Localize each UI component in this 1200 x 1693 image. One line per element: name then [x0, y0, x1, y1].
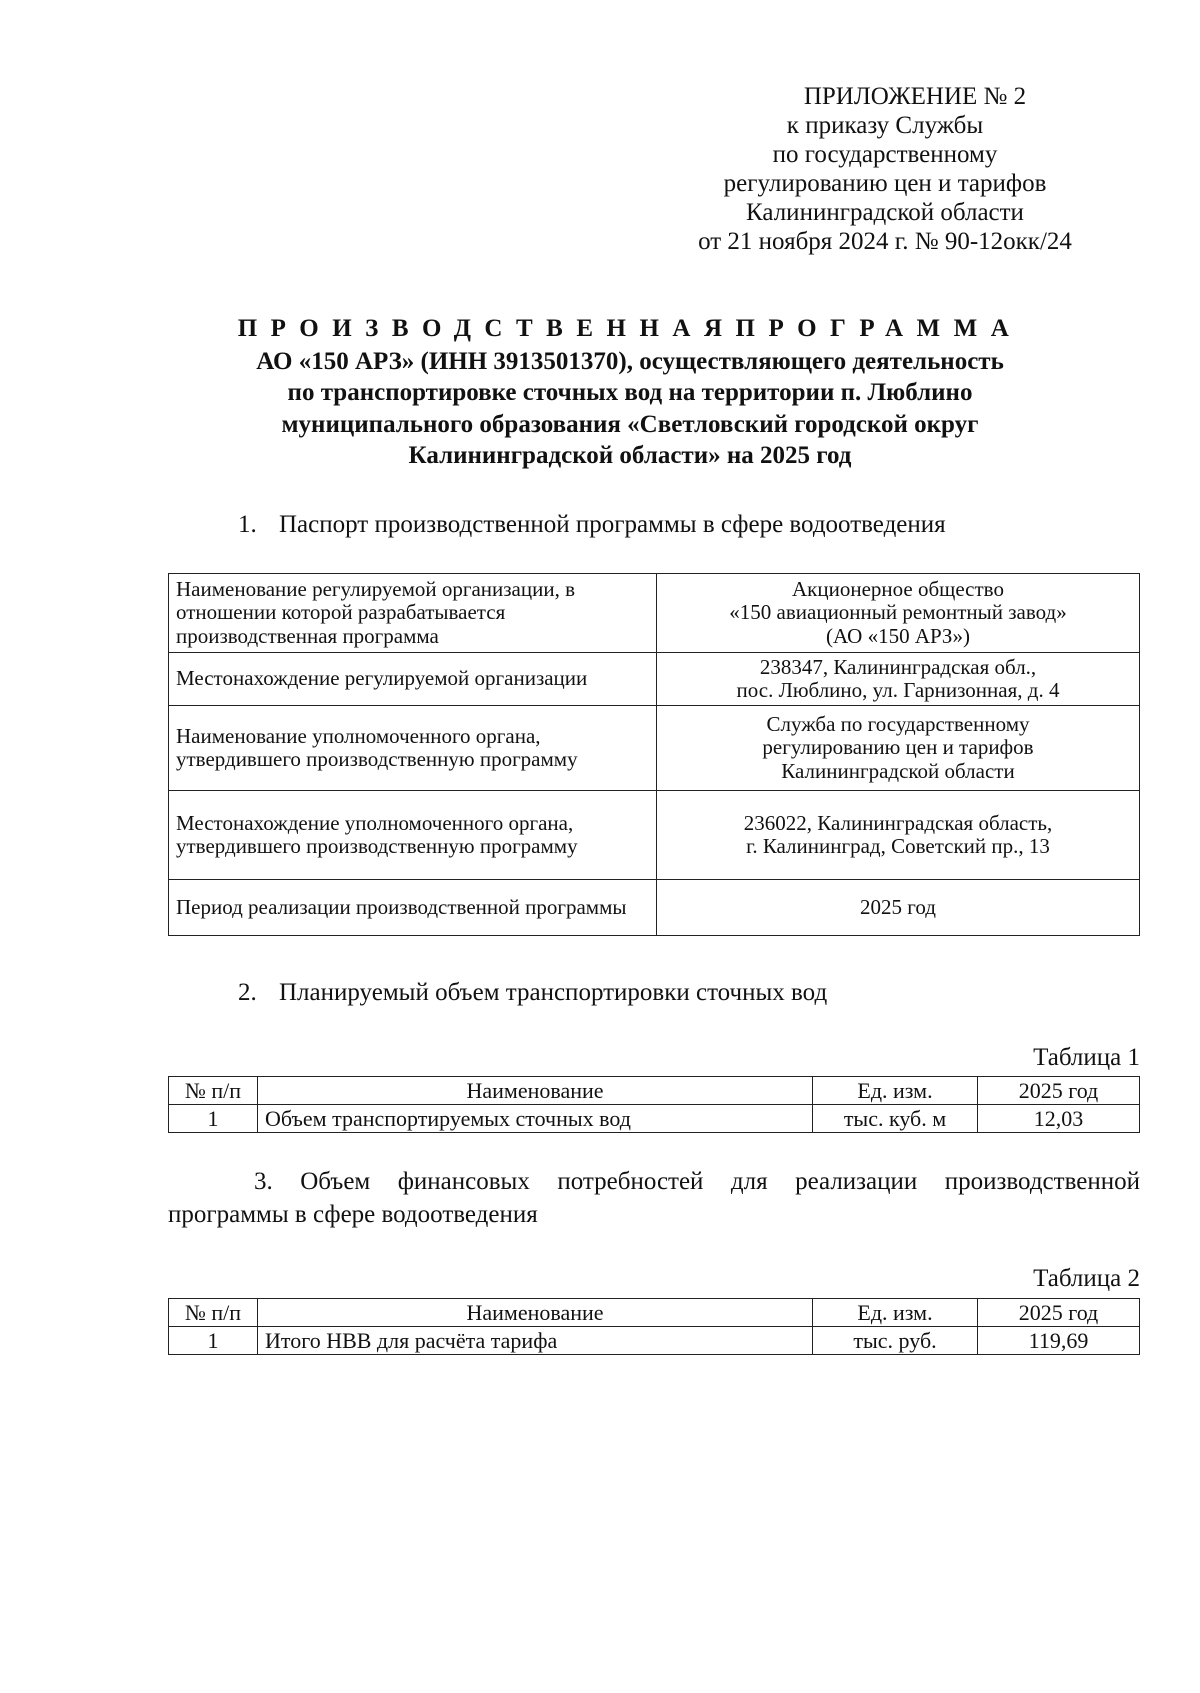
column-header: Ед. изм. — [813, 1077, 978, 1105]
passport-label: Местонахождение регулируемой организации — [169, 653, 657, 706]
table-cell: 119,69 — [978, 1327, 1140, 1355]
value-line: 238347, Калининградская обл., — [759, 654, 1037, 679]
section-number: 1. — [238, 511, 257, 538]
passport-label: Период реализации производственной программы — [169, 880, 657, 936]
appendix-line: регулированию цен и тарифов — [723, 170, 1047, 197]
title-line: муниципального образования «Светловский городской округ — [281, 410, 979, 438]
section-title: Планируемый объем транспортировки сточных вод — [279, 979, 828, 1006]
table-row — [169, 574, 1140, 653]
section-1-heading — [238, 510, 946, 540]
column-header: 2025 год — [978, 1077, 1140, 1105]
column-header: 2025 год — [978, 1299, 1140, 1327]
value-line: 2025 год — [860, 894, 936, 919]
value-line: (АО «150 АРЗ») — [826, 623, 970, 648]
transport-volume-table — [168, 1076, 1140, 1133]
value-line: регулированию цен и тарифов — [762, 735, 1034, 760]
financial-needs-table — [168, 1298, 1140, 1355]
column-header: № п/п — [169, 1077, 258, 1105]
section-title-line — [168, 1165, 1140, 1198]
passport-value — [657, 880, 1140, 936]
section-number: 3. — [254, 1168, 273, 1195]
section-title-word: для — [730, 1168, 768, 1195]
section-title-word: реализации — [795, 1168, 918, 1195]
section-3-heading — [168, 1165, 1140, 1231]
passport-table — [168, 573, 1140, 936]
value-line: Служба по государственному — [766, 711, 1030, 736]
table-row — [169, 1105, 1140, 1133]
section-title-line: программы в сфере водоотведения — [168, 1201, 538, 1228]
column-header: № п/п — [169, 1299, 258, 1327]
column-header: Ед. изм. — [813, 1299, 978, 1327]
title-line: по транспортировке сточных вод на территории п. Люблино — [287, 379, 973, 406]
value-line: пос. Люблино, ул. Гарнизонная, д. 4 — [736, 678, 1060, 702]
document-title — [160, 313, 1100, 472]
value-line: Акционерное общество — [792, 576, 1004, 601]
table-row — [169, 880, 1140, 936]
section-title: Паспорт производственной программы в сфере водоотведения — [279, 511, 946, 538]
value-line: г. Калининград, Советский пр., 13 — [746, 834, 1050, 858]
section-2-heading — [238, 978, 827, 1008]
passport-value — [657, 706, 1140, 791]
appendix-header — [650, 82, 1120, 256]
table-row — [169, 791, 1140, 880]
appendix-line: к приказу Службы — [786, 112, 984, 139]
table-row — [169, 653, 1140, 706]
table-cell: 1 — [169, 1105, 258, 1133]
title-line: Калининградской области» на 2025 год — [408, 442, 852, 469]
passport-value — [657, 791, 1140, 880]
column-header: Наименование — [258, 1077, 813, 1105]
title-spaced: ПРОИЗВОДСТВЕННАЯПРОГРАММА — [237, 315, 1023, 342]
passport-label: Наименование уполномоченного органа, утвердившего производственную программу — [169, 706, 657, 791]
appendix-line: от 21 ноября 2024 г. № 90-12окк/24 — [698, 228, 1072, 255]
passport-value — [657, 574, 1140, 653]
passport-label: Местонахождение уполномоченного органа, утвердившего производственную программу — [169, 791, 657, 880]
table-row — [169, 1327, 1140, 1355]
section-title-word: финансовых — [397, 1168, 530, 1195]
appendix-line: ПРИЛОЖЕНИЕ № 2 — [803, 83, 1027, 110]
section-title-word: потребностей — [557, 1168, 704, 1195]
appendix-line: по государственному — [772, 141, 998, 168]
table-caption: Таблица 2 — [1033, 1265, 1140, 1292]
passport-label: Наименование регулируемой организации, в отношении которой разрабатывается производственная программа — [169, 574, 657, 653]
section-title-word: Объем — [300, 1168, 371, 1195]
passport-value — [657, 653, 1140, 706]
section-number: 2. — [238, 979, 257, 1006]
value-line: 236022, Калининградская область, — [743, 810, 1053, 835]
table-row — [169, 706, 1140, 791]
table-cell: тыс. куб. м — [813, 1105, 978, 1133]
value-line: «150 авиационный ремонтный завод» — [729, 600, 1067, 625]
column-header: Наименование — [258, 1299, 813, 1327]
value-line: Калининградской области — [781, 758, 1015, 783]
table-cell: тыс. руб. — [813, 1327, 978, 1355]
table-cell: 1 — [169, 1327, 258, 1355]
table-caption: Таблица 1 — [1033, 1044, 1140, 1071]
section-title-word: производственной — [944, 1168, 1140, 1195]
table-cell: Объем транспортируемых сточных вод — [258, 1105, 813, 1133]
title-line: АО «150 АРЗ» (ИНН 3913501370), осуществляющего деятельность — [256, 347, 1004, 375]
table-cell: Итого НВВ для расчёта тарифа — [258, 1327, 813, 1355]
table-header-row — [169, 1077, 1140, 1105]
table-cell: 12,03 — [978, 1105, 1140, 1133]
appendix-line: Калининградской области — [746, 199, 1024, 226]
table-header-row — [169, 1299, 1140, 1327]
